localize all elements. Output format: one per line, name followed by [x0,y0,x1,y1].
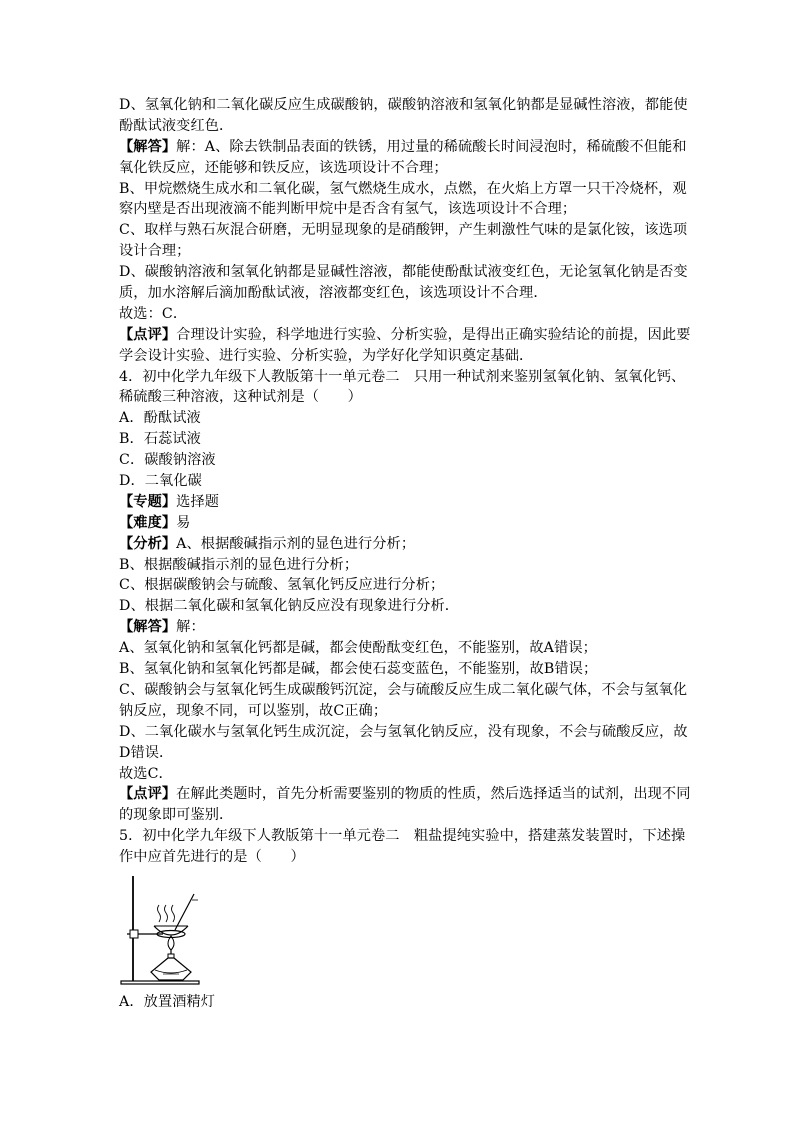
line-text: D、氢氧化钠和二氧化碳反应生成碳酸钠，碳酸钠溶液和氢氧化钠都是显碱性溶液，都能使 [119,97,688,113]
line-text: D、碳酸钠溶液和氢氧化钠都是显碱性溶液，都能使酚酞试液变红色，无论氢氧化钠是否变 [119,264,688,281]
text-line [119,283,679,304]
text-line [119,429,679,450]
text-line [119,805,679,826]
line-text: 察内壁是否出现液滴不能判断甲烷中是否含有氢气，该选项设计不合理； [119,201,577,218]
text-line [119,471,679,492]
section-tag: 【专题】 [119,493,177,510]
line-text: 5．初中化学九年级下人教版第十一单元卷二 粗盐提纯实验中，搭建蒸发装置时，下述操 [119,828,686,845]
text-line [119,220,688,241]
document-body [119,95,691,1013]
text-block-option [119,992,679,1013]
text-line [119,764,679,785]
line-text: 在解此类题时，首先分析需要鉴别的物质的性质，然后选择适当的试剂，出现不同 [176,786,691,803]
text-line [119,847,679,868]
line-text: 作中应首先进行的是（ ） [119,849,305,866]
text-line [119,659,679,680]
line-text: B．石蕊试液 [119,431,201,448]
line-text: 质，加水溶解后滴加酚酞试液，溶液都变红色，该选项设计不合理． [119,285,548,302]
line-text: 酚酞试液变红色． [119,117,234,134]
line-text: A．酚酞试液 [119,410,201,427]
text-line [119,722,688,743]
text-line [119,992,679,1013]
text-line [119,575,679,596]
line-text: D、根据二氧化碳和氢氧化钠反应没有现象进行分析． [119,598,460,615]
line-text: D错误． [119,744,174,761]
evaporation-apparatus-icon [119,874,209,989]
line-text: C、取样与熟石灰混合研磨，无明显现象的是硝酸钾，产生刺激性气味的是氯化铵，该选项 [119,222,688,239]
line-text: 解： [176,619,205,636]
section-tag: 【解答】 [119,619,177,636]
line-text: 解：A、除去铁制品表面的铁锈，用过量的稀硫酸长时间浸泡时，稀硫酸不但能和 [176,138,687,155]
text-line [119,95,688,116]
line-text: A．放置酒精灯 [119,993,216,1010]
line-text: C．碳酸钠溶液 [119,452,216,469]
text-line [119,743,679,764]
line-text: 合理设计实验，科学地进行实验、分析实验，是得出正确实验结论的前提，因此要 [176,326,691,343]
text-line [119,596,679,617]
line-text: 钠反应，现象不同，可以鉴别，故C正确； [119,702,388,719]
section-tag: 【点评】 [119,786,177,803]
text-line [119,241,679,262]
line-text: D．二氧化碳 [119,473,202,490]
line-text: B、根据酸碱指示剂的显色进行分析； [119,556,359,573]
section-tag: 【点评】 [119,326,177,343]
text-line [119,680,688,701]
text-line [119,555,679,576]
text-line [119,116,679,137]
text-line [119,158,679,179]
text-line [119,137,687,158]
text-line [119,638,679,659]
line-text: 学会设计实验、进行实验、分析实验，为学好化学知识奠定基础． [119,347,534,364]
text-line [119,346,679,367]
line-text: A、氢氧化钠和氢氧化钙都是碱，都会使酚酞变红色，不能鉴别，故A错误； [119,640,597,657]
line-text: C、根据碳酸钠会与硫酸、氢氧化钙反应进行分析； [119,577,445,594]
line-text: 4．初中化学九年级下人教版第十一单元卷二 只用一种试剂来鉴别氢氧化钠、氢氧化钙、 [119,368,686,385]
text-line [119,262,688,283]
text-line [119,408,679,429]
line-text: 氧化铁反应，还能够和铁反应，该选项设计不合理； [119,159,448,176]
text-line [119,199,679,220]
text-line [119,701,679,722]
line-text: 选择题 [176,493,220,510]
text-block-main [119,95,691,868]
text-line [119,179,687,200]
text-line [119,784,691,805]
line-text: A、根据酸碱指示剂的显色进行分析； [176,535,416,552]
section-tag: 【解答】 [119,138,177,155]
line-text: D、二氧化碳水与氢氧化钙生成沉淀，会与氢氧化钠反应，没有现象，不会与硫酸反应，故 [119,723,688,740]
section-tag: 【难度】 [119,514,177,531]
text-line [119,492,679,513]
line-text: 易 [176,514,191,531]
section-tag: 【分析】 [119,535,177,552]
text-line [119,304,679,325]
line-text: 故选C． [119,765,173,782]
text-line [119,513,679,534]
line-text: 设计合理； [119,243,191,260]
text-line [119,325,691,346]
line-text: 故选：C． [119,305,188,322]
text-line [119,367,686,388]
text-line [119,450,679,471]
text-line [119,617,679,638]
line-text: B、甲烷燃烧生成水和二氧化碳，氢气燃烧生成水，点燃，在火焰上方罩一只干冷烧杯，观 [119,180,687,197]
text-line [119,826,686,847]
line-text: 稀硫酸三种溶液，这种试剂是（ ） [119,389,362,406]
line-text: B、氢氧化钠和氢氧化钙都是碱，都会使石蕊变蓝色，不能鉴别，故B错误； [119,661,598,678]
text-line [119,534,679,555]
text-line [119,387,679,408]
line-text: 的现象即可鉴别． [119,807,234,824]
line-text: C、碳酸钠会与氢氧化钙生成碳酸钙沉淀，会与硫酸反应生成二氧化碳气体，不会与氢氧化 [119,681,688,698]
